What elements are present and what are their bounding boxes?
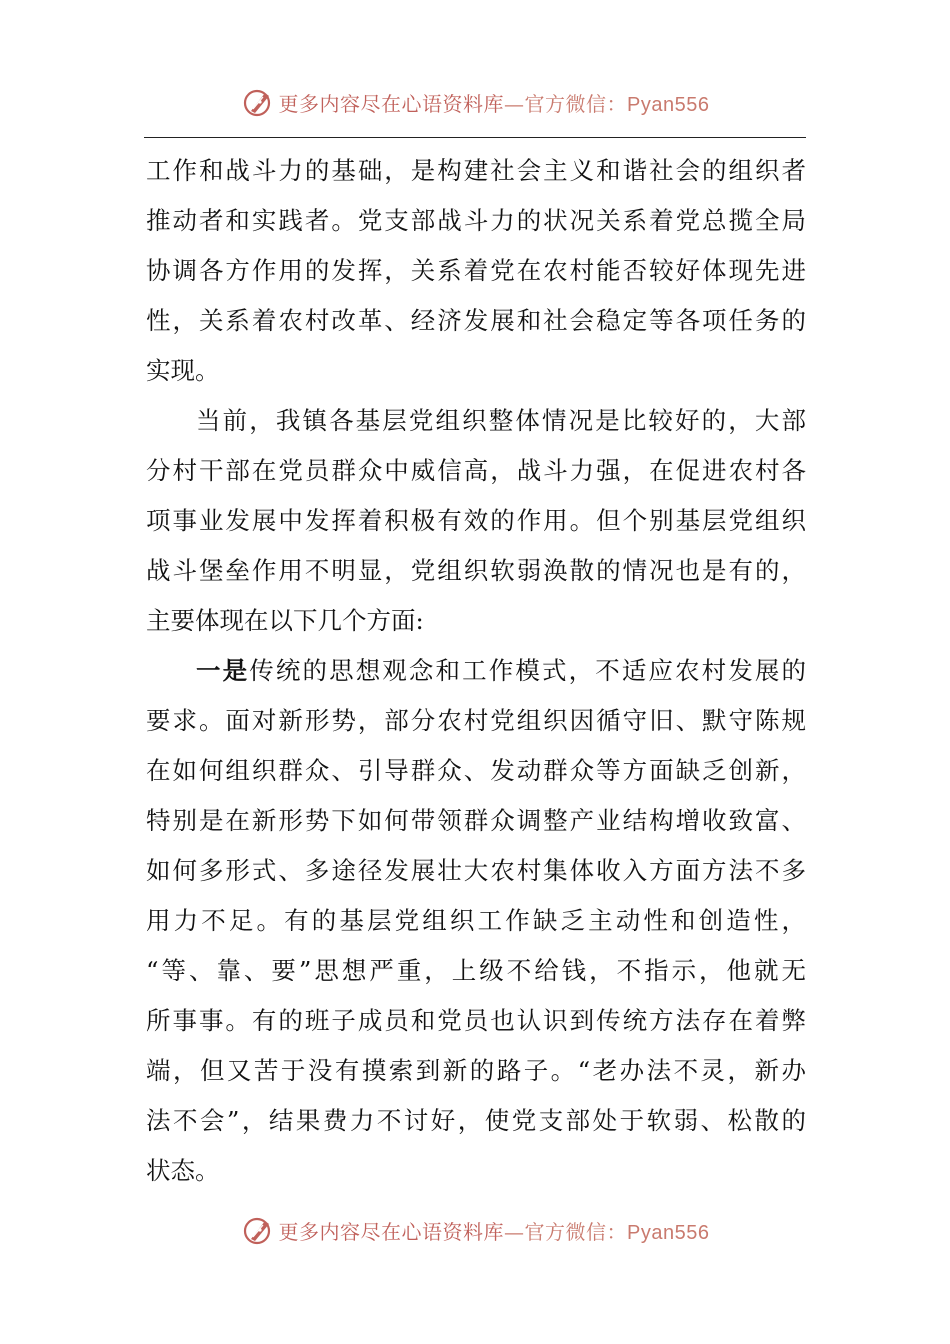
document-body <box>146 146 806 1196</box>
banner-handle: Pyan556 <box>627 93 710 116</box>
bold-lead: 一是 <box>196 656 250 685</box>
footer-banner <box>0 1208 950 1252</box>
banner-dash: — <box>504 1219 525 1244</box>
banner-lead: 更多内容尽在心语资料库 <box>278 91 505 116</box>
banner-dash: — <box>504 91 525 116</box>
text-line: “等、靠、要”思想严重，上级不给钱，不指示，他就无 <box>146 956 806 985</box>
text-line: 法不会”，结果费力不讨好，使党支部处于软弱、松散的 <box>146 1106 806 1135</box>
text-line: 用力不足。有的基层党组织工作缺乏主动性和创造性， <box>146 906 806 935</box>
text-line: 推动者和实践者。党支部战斗力的状况关系着党总揽全局 <box>146 206 806 235</box>
text-line: 当前，我镇各基层党组织整体情况是比较好的，大部 <box>196 406 806 435</box>
text-line: 状态。 <box>146 1156 220 1185</box>
text-line: 要求。面对新形势，部分农村党组织因循守旧、默守陈规 <box>146 706 806 735</box>
text-line: 性，关系着农村改革、经济发展和社会稳定等各项任务的 <box>146 306 806 335</box>
pen-nib-circle-icon <box>241 1213 275 1247</box>
text-line: 分村干部在党员群众中威信高，战斗力强，在促进农村各 <box>146 456 806 485</box>
text-line: 特别是在新形势下如何带领群众调整产业结构增收致富、 <box>146 806 806 835</box>
text-line-rest: 传统的思想观念和工作模式，不适应农村发展的 <box>249 656 807 685</box>
header-banner <box>0 80 950 124</box>
text-line: 工作和战斗力的基础，是构建社会主义和谐社会的组织者 <box>146 156 806 185</box>
banner-text <box>279 88 710 117</box>
text-line: 主要体现在以下几个方面: <box>146 606 424 635</box>
banner-handle: Pyan556 <box>627 1221 710 1244</box>
text-line: 端，但又苦于没有摸索到新的路子。“老办法不灵，新办 <box>146 1056 806 1085</box>
text-line: 在如何组织群众、引导群众、发动群众等方面缺乏创新， <box>146 756 806 785</box>
banner-wechat-label: 官方微信： <box>524 1219 628 1244</box>
banner-text <box>279 1216 710 1245</box>
banner-lead: 更多内容尽在心语资料库 <box>278 1219 505 1244</box>
text-line: 项事业发展中发挥着积极有效的作用。但个别基层党组织 <box>146 506 806 535</box>
text-line: 所事事。有的班子成员和党员也认识到传统方法存在着弊 <box>146 1006 806 1035</box>
text-line: 协调各方作用的发挥，关系着党在农村能否较好体现先进 <box>146 256 806 285</box>
text-line: 如何多形式、多途径发展壮大农村集体收入方面方法不多 <box>146 856 806 885</box>
text-line <box>146 646 806 696</box>
banner-wechat-label: 官方微信： <box>524 91 628 116</box>
text-line: 实现。 <box>146 356 220 385</box>
pen-nib-circle-icon <box>241 85 275 119</box>
text-line: 战斗堡垒作用不明显，党组织软弱涣散的情况也是有的， <box>146 556 806 585</box>
header-divider <box>144 137 806 138</box>
